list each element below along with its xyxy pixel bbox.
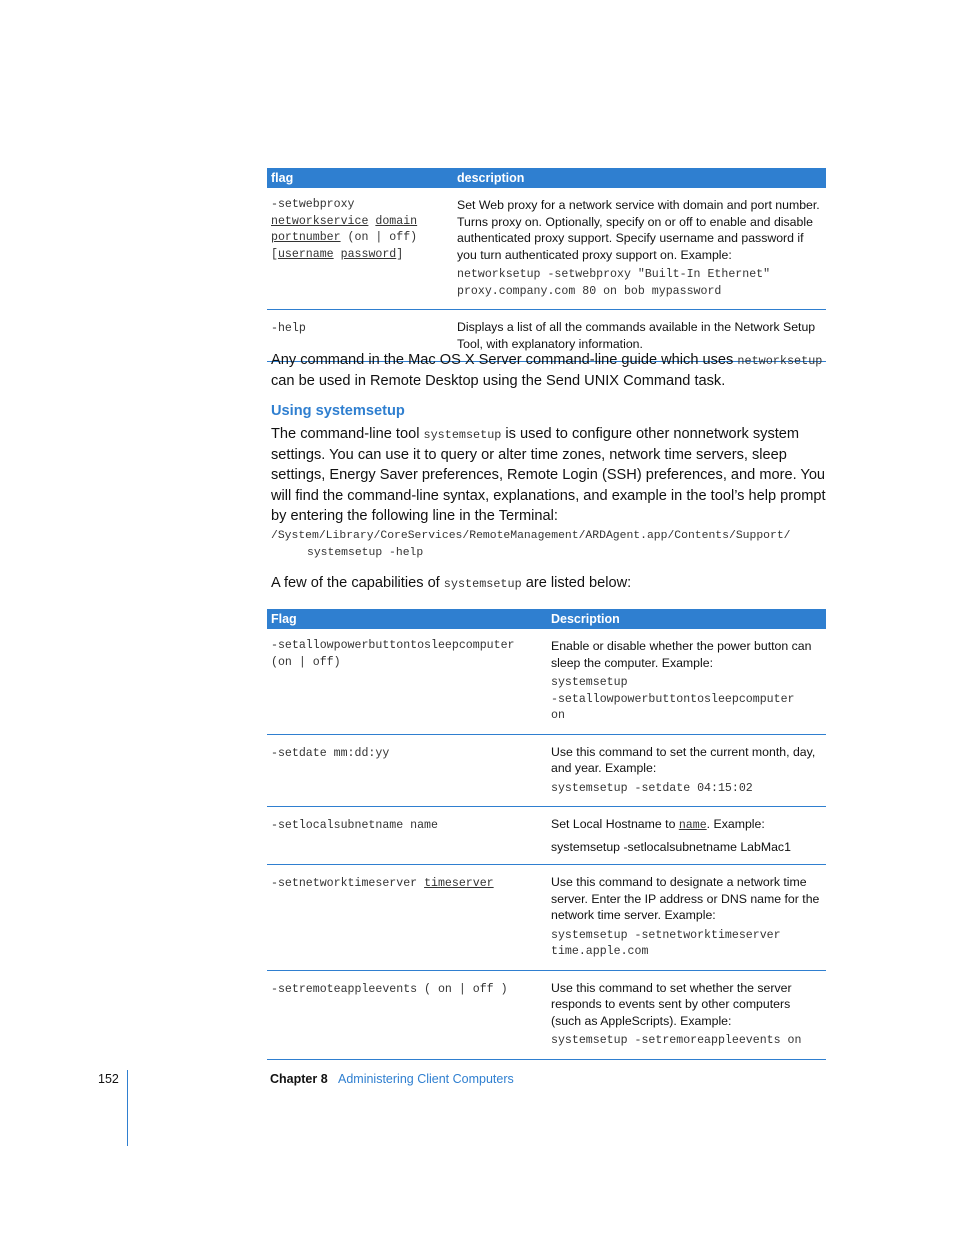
- text-run: A few of the capabilities of: [271, 575, 444, 591]
- flag-arg: timeserver: [424, 877, 494, 890]
- text-run: Any command in the Mac OS X Server command-line guide which uses: [271, 352, 738, 368]
- flag-token: [: [271, 247, 278, 261]
- network-flags-table: [267, 168, 826, 362]
- section-heading: Using systemsetup: [271, 403, 405, 419]
- flag-arg: portnumber: [271, 231, 341, 244]
- chapter-label: Chapter 8: [270, 1072, 328, 1086]
- column-header-flag: flag: [267, 168, 453, 188]
- table-row: [267, 807, 826, 865]
- example-line: proxy.company.com 80 on bob mypassword: [457, 284, 722, 298]
- flag-cell: [267, 970, 547, 1059]
- inline-code: systemsetup: [423, 428, 502, 442]
- page-number: 152: [98, 1072, 119, 1086]
- table-row: [267, 734, 826, 807]
- systemsetup-flags-table: [267, 609, 826, 1060]
- example-code: [551, 781, 822, 798]
- text-run: The command-line tool: [271, 426, 424, 442]
- inline-code: name: [678, 819, 707, 832]
- body-paragraph: [271, 573, 827, 594]
- description-cell: [547, 865, 826, 971]
- flag-cell: [267, 629, 547, 734]
- flag-arg: networkservice: [271, 214, 369, 228]
- flag-arg: password: [340, 247, 397, 261]
- flag-token: -setwebproxy: [271, 198, 355, 211]
- flag-text: -setlocalsubnetname name: [271, 819, 438, 832]
- example-line: systemsetup: [551, 676, 628, 689]
- text-run: is used to configure other nonnetwork system settings. You can use it to query or alter time zones, network time servers, sleep settings, Energy Saver preferences, Remote Login (SSH) preferences, and more. You will find the command-line syntax, explanations, and example in the tool’s help prompt by entering the following line in the Terminal:: [271, 426, 826, 524]
- description-cell: [547, 807, 826, 865]
- terminal-command: [271, 528, 831, 562]
- description-text: Use this command to set whether the server responds to events sent by other computers (such as AppleScripts). Example:: [551, 980, 792, 1028]
- text-run: can be used in Remote Desktop using the Send UNIX Command task.: [271, 373, 726, 390]
- flag-cell: [267, 734, 547, 807]
- code-line: /System/Library/CoreServices/RemoteManagement/ARDAgent.app/Contents/Support/: [271, 530, 791, 542]
- example-line: systemsetup -setremoreappleevents on: [551, 1034, 802, 1047]
- flag-text: [271, 197, 449, 263]
- description-cell: [547, 734, 826, 807]
- flag-text: [271, 877, 494, 890]
- flag-text: -help: [271, 322, 306, 335]
- flag-cell: [267, 865, 547, 971]
- description-text: Set Web proxy for a network service with domain and port number. Turns proxy on. Optionally, specify on or off to enable and disable authenticated proxy support. Specify username and password if you turn authenticated proxy support on. Example:: [457, 198, 820, 262]
- inline-code: systemsetup: [443, 577, 522, 591]
- footer-divider: [127, 1070, 128, 1146]
- table-row: [267, 629, 826, 734]
- flag-token: -setnetworktimeserver: [271, 877, 425, 890]
- table-row: [267, 970, 826, 1059]
- flag-text: -setremoteappleevents ( on | off ): [271, 982, 508, 996]
- flag-arg: domain: [375, 214, 418, 228]
- example-line: systemsetup -setdate 04:15:02: [551, 781, 753, 795]
- body-paragraph: [271, 350, 827, 391]
- text-run: Set Local Hostname to: [551, 817, 679, 831]
- flag-arg: username: [277, 247, 334, 261]
- column-header-description: description: [453, 168, 826, 188]
- table-row: [267, 865, 826, 971]
- description-text: Use this command to set the current month, day, and year. Example:: [551, 744, 816, 775]
- example-code: [551, 1033, 822, 1050]
- description-cell: [453, 188, 826, 310]
- example-line: on: [551, 709, 565, 722]
- example-line: -setallowpowerbuttontosleepcomputer: [551, 692, 795, 706]
- text-run: are listed below:: [521, 575, 632, 591]
- flag-line: -setallowpowerbuttontosleepcomputer: [271, 639, 515, 652]
- inline-code: networksetup: [737, 354, 823, 368]
- example-code: [551, 675, 822, 725]
- example-line: networksetup -setwebproxy "Built-In Ethernet": [457, 268, 771, 281]
- description-text: [551, 816, 822, 835]
- example-line: time.apple.com: [551, 945, 649, 958]
- flag-token: ]: [396, 247, 404, 261]
- column-header-flag: Flag: [267, 609, 547, 629]
- example-code: [551, 928, 822, 961]
- description-cell: [547, 970, 826, 1059]
- description-text: Enable or disable whether the power button can sleep the computer. Example:: [551, 639, 812, 670]
- text-run: . Example:: [706, 817, 765, 831]
- code-line: systemsetup -help: [307, 547, 424, 559]
- chapter-title: Administering Client Computers: [338, 1072, 514, 1086]
- table-row: [267, 188, 826, 310]
- example-text: systemsetup -setlocalsubnetname LabMac1: [551, 839, 791, 854]
- example-code: [457, 267, 822, 300]
- body-paragraph: [271, 424, 827, 526]
- flag-line: (on | off): [271, 655, 341, 669]
- flag-text: -setdate mm:dd:yy: [271, 746, 390, 760]
- flag-cell: [267, 807, 547, 865]
- example-line: systemsetup -setnetworktimeserver: [551, 928, 781, 942]
- table-header-row: [267, 609, 826, 629]
- flag-cell: [267, 188, 453, 310]
- description-text: Displays a list of all the commands available in the Network Setup Tool, with explanatory information.: [457, 320, 816, 351]
- flag-text: [271, 638, 543, 671]
- description-cell: [547, 629, 826, 734]
- table-header-row: [267, 168, 826, 188]
- flag-token: (on | off): [347, 231, 418, 244]
- description-text: Use this command to designate a network time server. Enter the IP address or DNS name for the network time server. Example:: [551, 875, 820, 922]
- column-header-description: Description: [547, 609, 826, 629]
